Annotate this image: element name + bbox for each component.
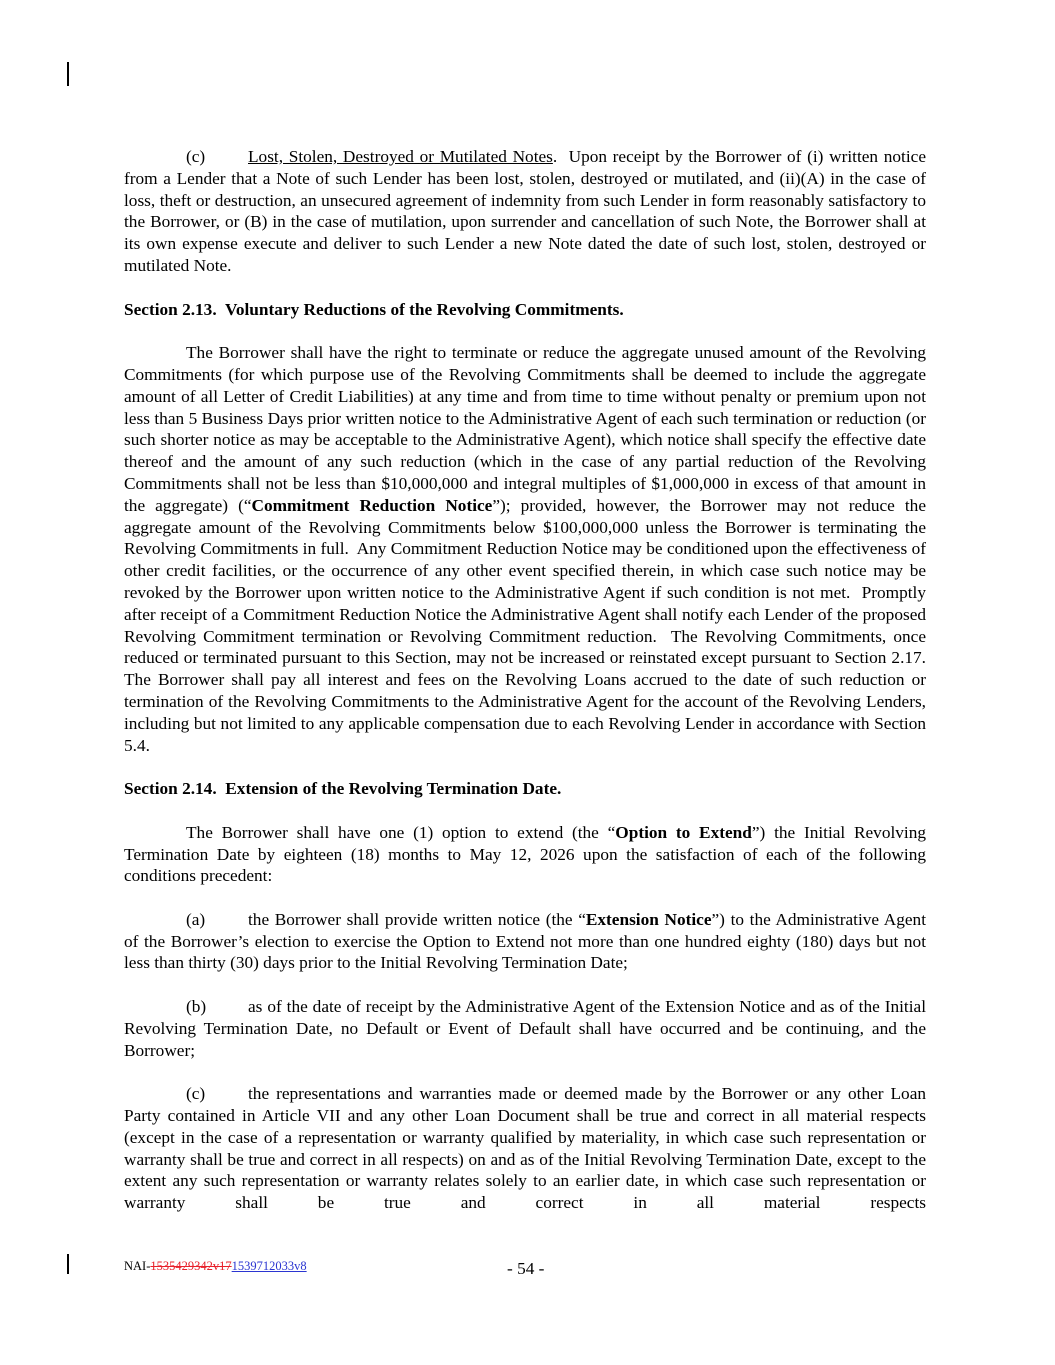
body-text: The Borrower shall have the right to terminate or reduce the aggregate unused amount of the Revolving Commitments (for which purpose use of the Revolving Commitments shall be deemed to include the aggregate amount of all Letter of Credit Liabilities) at any time and from time to time without penalty or premium upon not less than 5 Business Days prior written notice to the Administrative Agent of each such termination or reduction (or such shorter notice as may be acceptable to the Administrative Agent), which notice shall specify the effective date thereof and the amount of any such reduction (which in the case of any partial reduction of the Revolving Commitments shall not be less than $10,000,000 and integral multiples of $1,000,000 in excess of that amount in the aggregate) (“ xyxy=(124,343,926,515)
body-text: ”); provided, however, the Borrower may not reduce the aggregate amount of the Revolving Commitments below $100,000,000 unless the Borrower is terminating the Revolving Commitments in full. Any Commitment Reduction Notice may be conditioned upon the effectiveness of other credit facilities, or the occurrence of any other event specified therein, in which case such notice may be revoked by the Borrower upon written notice to the Administrative Agent if such condition is not met. Promptly after receipt of a Commitment Reduction Notice the Administrative Agent shall notify each Lender of the proposed Revolving Commitment termination or Revolving Commitment reduction. The Revolving Commitments, once reduced or terminated pursuant to this Section, may not be increased or reinstated except pursuant to Section 2.17. The Borrower shall pay all interest and fees on the Revolving Loans accrued to the date of such reduction or termination of the Revolving Commitments to the Administrative Agent for the account of the Revolving Lenders, including but not limited to any applicable compensation due to each Revolving Lender in accordance with Section 5.4. xyxy=(124,495,935,755)
body-text: ”) the Initial Revolving Termination Date by eighteen (18) months to May 12, 2026 upon the satisfaction of each of the following conditions precedent: xyxy=(124,822,926,886)
change-bar-top xyxy=(67,62,69,86)
section-2-14-intro xyxy=(124,822,926,887)
body-text: The Borrower shall have one (1) option to extend (the “ xyxy=(186,822,616,842)
condition-a xyxy=(124,909,926,974)
defined-term: Commitment Reduction Notice xyxy=(251,495,493,515)
inserted-doc-id: 1539712033v8 xyxy=(231,1259,307,1273)
paragraph-title: Lost, Stolen, Destroyed or Mutilated Notes xyxy=(248,147,553,166)
body-text: ”) to the Administrative Agent of the Borrower’s election to exercise the Option to Extend not more than one hundred eighty (180) days but not less than thirty (30) days prior to the Initial Revolving Termination Date; xyxy=(124,909,927,973)
page-number: - 54 - xyxy=(507,1259,545,1278)
document-page xyxy=(124,146,935,1214)
paragraph-lost-notes xyxy=(124,146,931,277)
deleted-doc-id: 1535429342v17 xyxy=(150,1259,232,1273)
item-label: (b) xyxy=(186,997,207,1017)
title-period: . xyxy=(552,147,558,166)
section-2-13-body xyxy=(124,342,935,756)
item-label: (c) xyxy=(186,147,206,166)
defined-term: Extension Notice xyxy=(585,909,712,929)
document-id xyxy=(124,1259,307,1274)
body-text: the Borrower shall provide written notice (the “ xyxy=(248,909,586,929)
section-2-13-heading: Section 2.13. Voluntary Reductions of the Revolving Commitments. xyxy=(124,299,624,319)
section-2-14-heading: Section 2.14. Extension of the Revolving Termination Date. xyxy=(124,779,562,799)
item-label: (a) xyxy=(186,909,206,929)
defined-term: Option to Extend xyxy=(615,822,752,842)
condition-c xyxy=(124,1083,926,1214)
item-label: (c) xyxy=(186,1084,206,1104)
doc-id-prefix: NAI- xyxy=(124,1259,151,1273)
body-text: as of the date of receipt by the Administrative Agent of the Extension Notice and as of the Initial Revolving Termination Date, no Default or Event of Default shall have occurred and be continuing, and the Borrower; xyxy=(124,997,926,1060)
condition-b xyxy=(124,996,926,1061)
body-text: the representations and warranties made or deemed made by the Borrower or any other Loan Party contained in Article VII and any other Loan Document shall be true and correct in all material respects (except in the case of a representation or warranty qualified by materiality, in which case such representation or warranty shall be true and correct in all respects) on and as of the Initial Revolving Termination Date, except to the extent any such representation or warranty relates solely to an earlier date, in which case such representation or warranty shall be true and correct in all material respects xyxy=(124,1084,926,1213)
paragraph-text: Upon receipt by the Borrower of (i) written notice from a Lender that a Note of such Lender has been lost, stolen, destroyed or mutilated, and (ii)(A) in the case of loss, theft or destruction, an unsecured agreement of indemnity from such Lender in form reasonably satisfactory to the Borrower, or (B) in the case of mutilation, upon surrender and cancellation of such Note, the Borrower shall at its own expense execute and deliver to such Lender a new Note dated the date of such lost, stolen, destroyed or mutilated Note. xyxy=(124,147,931,275)
change-bar-footer xyxy=(67,1254,69,1274)
